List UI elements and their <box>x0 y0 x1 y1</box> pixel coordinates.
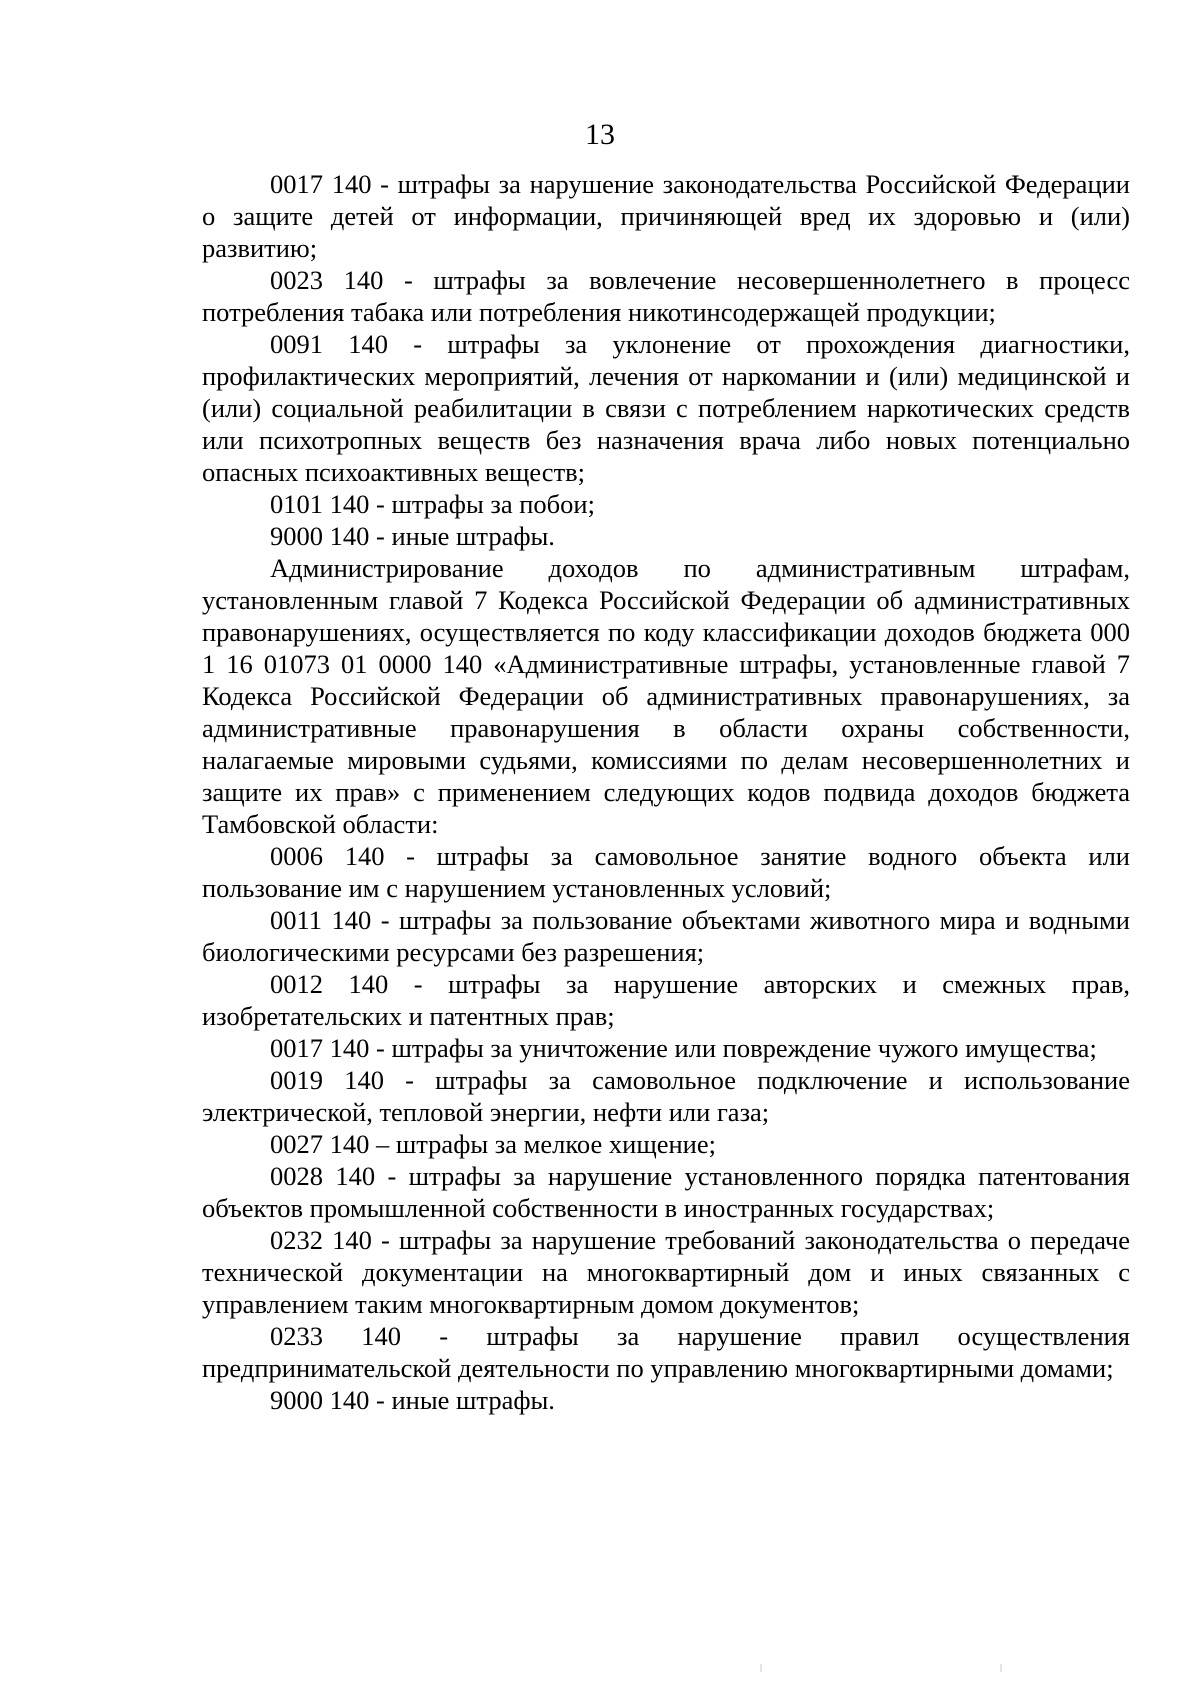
paragraph-code-0027-petty-theft: 0027 140 – штрафы за мелкое хищение; <box>270 1129 716 1159</box>
paragraph-code-0017-property-damage: 0017 140 - штрафы за уничтожение или повреждение чужого имущества; <box>270 1033 1097 1063</box>
paragraph-code-0233-housing-management: 0233 140 - штрафы за нарушение правил осуществления предпринимательской деятельности по управлению многоквартирными домами; <box>202 1321 1130 1383</box>
document-body <box>202 168 1130 1416</box>
paragraph-code-0006-water-object: 0006 140 - штрафы за самовольное занятие водного объекта или пользование им с нарушением установленных условий; <box>202 841 1130 903</box>
paragraph-code-9000-other: 9000 140 - иные штрафы. <box>270 521 555 551</box>
paragraph-code-0101-battery: 0101 140 - штрафы за побои; <box>270 489 595 519</box>
paragraph-code-0012-copyright: 0012 140 - штрафы за нарушение авторских и смежных прав, изобретательских и патентных прав; <box>202 969 1130 1031</box>
paragraph-code-0028-patenting: 0028 140 - штрафы за нарушение установленного порядка патентования объектов промышленной собственности в иностранных государствах; <box>202 1161 1130 1223</box>
page-number: 13 <box>585 118 615 151</box>
paragraph-chapter-7-administration: Администрирование доходов по административным штрафам, установленным главой 7 Кодекса Российской Федерации об административных правонарушениях, осуществляется по коду классификации доходов бюджета 000 1 16 01073 01 0000 140 «Административные штрафы, установленные главой 7 Кодекса Российской Федерации об административных правонарушениях, за административные правонарушения в области охраны собственности, налагаемые мировыми судьями, комиссиями по делам несовершеннолетних и защите их прав» с применением следующих кодов подвида доходов бюджета Тамбовской области: <box>202 553 1130 839</box>
scan-speck <box>760 1664 762 1672</box>
paragraph-code-0019-energy-theft: 0019 140 - штрафы за самовольное подключение и использование электрической, тепловой энергии, нефти или газа; <box>202 1065 1130 1127</box>
paragraph-code-9000-other-final: 9000 140 - иные штрафы. <box>270 1385 555 1415</box>
paragraph-code-0232-technical-docs: 0232 140 - штрафы за нарушение требований законодательства о передаче технической документации на многоквартирный дом и иных связанных с управлением таким многоквартирным домом документов; <box>202 1225 1130 1319</box>
paragraph-code-0017-children-info: 0017 140 - штрафы за нарушение законодательства Российской Федерации о защите детей от информации, причиняющей вред их здоровью и (или) развитию; <box>202 169 1130 263</box>
paragraph-code-0023-tobacco: 0023 140 - штрафы за вовлечение несовершеннолетнего в процесс потребления табака или потребления никотинсодержащей продукции; <box>202 265 1130 327</box>
paragraph-code-0011-wildlife: 0011 140 - штрафы за пользование объектами животного мира и водными биологическими ресурсами без разрешения; <box>202 905 1130 967</box>
paragraph-code-0091-drug-treatment: 0091 140 - штрафы за уклонение от прохождения диагностики, профилактических мероприятий, лечения от наркомании и (или) медицинской и (или) социальной реабилитации в связи с потреблением наркотических средств или психотропных веществ без назначения врача либо новых потенциально опасных психоактивных веществ; <box>202 329 1130 487</box>
scan-speck <box>1000 1664 1002 1672</box>
